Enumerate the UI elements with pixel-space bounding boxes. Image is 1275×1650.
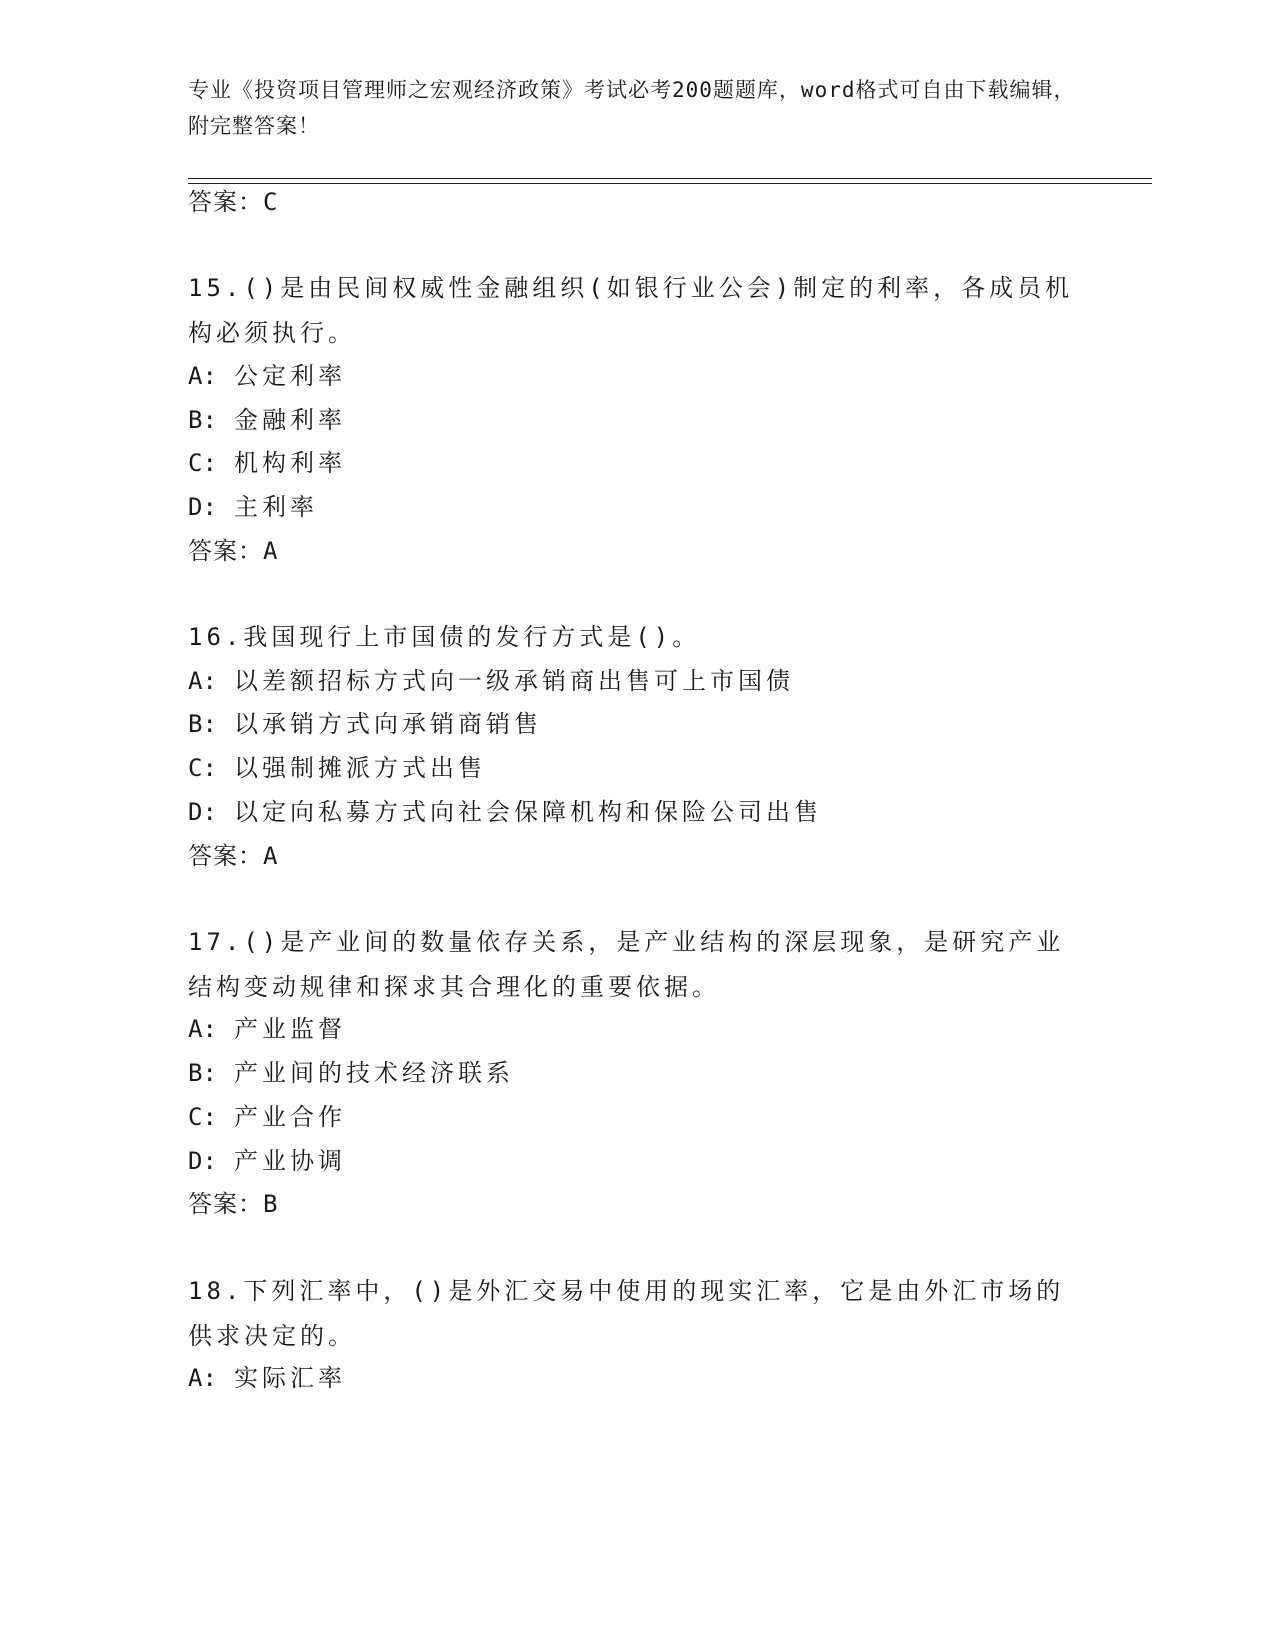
answer-line <box>188 840 278 872</box>
option-a <box>188 665 794 697</box>
answer-label: 答案： <box>188 537 263 565</box>
answer-line <box>188 186 278 218</box>
question-text: 18.下列汇率中，()是外汇交易中使用的现实汇率，它是由外汇市场的供求决定的。 <box>188 1277 1065 1350</box>
option-text: 以定向私募方式向社会保障机构和保险公司出售 <box>234 798 822 826</box>
option-a <box>188 1013 346 1045</box>
option-b <box>188 1057 514 1089</box>
answer-label: 答案： <box>188 188 263 216</box>
option-key: B: <box>188 710 217 738</box>
header-title: 专业《投资项目管理师之宏观经济政策》考试必考200题题库，word格式可自由下载编辑，附完整答案！ <box>188 78 1076 138</box>
document-header <box>188 72 1088 144</box>
option-key: D: <box>188 493 217 521</box>
option-text: 机构利率 <box>234 449 346 477</box>
question-text: 17.()是产业间的数量依存关系，是产业结构的深层现象，是研究产业结构变动规律和探求其合理化的重要依据。 <box>188 928 1065 1001</box>
option-text: 以承销方式向承销商销售 <box>234 710 542 738</box>
question-text: 16.我国现行上市国债的发行方式是()。 <box>188 623 701 651</box>
header-divider-bottom <box>188 183 1152 184</box>
answer-label: 答案： <box>188 1190 263 1218</box>
answer-label: 答案： <box>188 842 263 870</box>
option-key: D: <box>188 1147 217 1175</box>
option-key: B: <box>188 406 217 434</box>
option-text: 实际汇率 <box>234 1364 346 1392</box>
option-key: D: <box>188 798 217 826</box>
option-text: 产业间的技术经济联系 <box>234 1059 514 1087</box>
header-divider-top <box>188 178 1152 179</box>
answer-line <box>188 1188 278 1220</box>
answer-value: C <box>263 188 279 216</box>
option-c <box>188 447 346 479</box>
option-text: 产业监督 <box>234 1015 346 1043</box>
answer-value: A <box>263 537 279 565</box>
option-key: A: <box>188 667 217 695</box>
question-text: 15.()是由民间权威性金融组织(如银行业公会)制定的利率，各成员机构必须执行。 <box>188 274 1074 347</box>
answer-line <box>188 535 278 567</box>
option-text: 金融利率 <box>234 406 346 434</box>
option-d <box>188 796 822 828</box>
option-c <box>188 1101 346 1133</box>
option-key: C: <box>188 754 217 782</box>
option-text: 以差额招标方式向一级承销商出售可上市国债 <box>234 667 794 695</box>
option-b <box>188 404 346 436</box>
answer-value: B <box>263 1190 279 1218</box>
option-a <box>188 360 346 392</box>
option-text: 以强制摊派方式出售 <box>234 754 486 782</box>
option-d <box>188 491 318 523</box>
option-text: 主利率 <box>234 493 318 521</box>
option-key: B: <box>188 1059 217 1087</box>
option-key: C: <box>188 449 217 477</box>
option-key: C: <box>188 1103 217 1131</box>
option-a <box>188 1362 346 1394</box>
option-key: A: <box>188 362 217 390</box>
option-key: A: <box>188 1364 217 1392</box>
option-c <box>188 752 486 784</box>
option-b <box>188 708 542 740</box>
option-text: 公定利率 <box>234 362 346 390</box>
option-d <box>188 1145 346 1177</box>
answer-value: A <box>263 842 279 870</box>
option-text: 产业协调 <box>234 1147 346 1175</box>
option-key: A: <box>188 1015 217 1043</box>
option-text: 产业合作 <box>234 1103 346 1131</box>
